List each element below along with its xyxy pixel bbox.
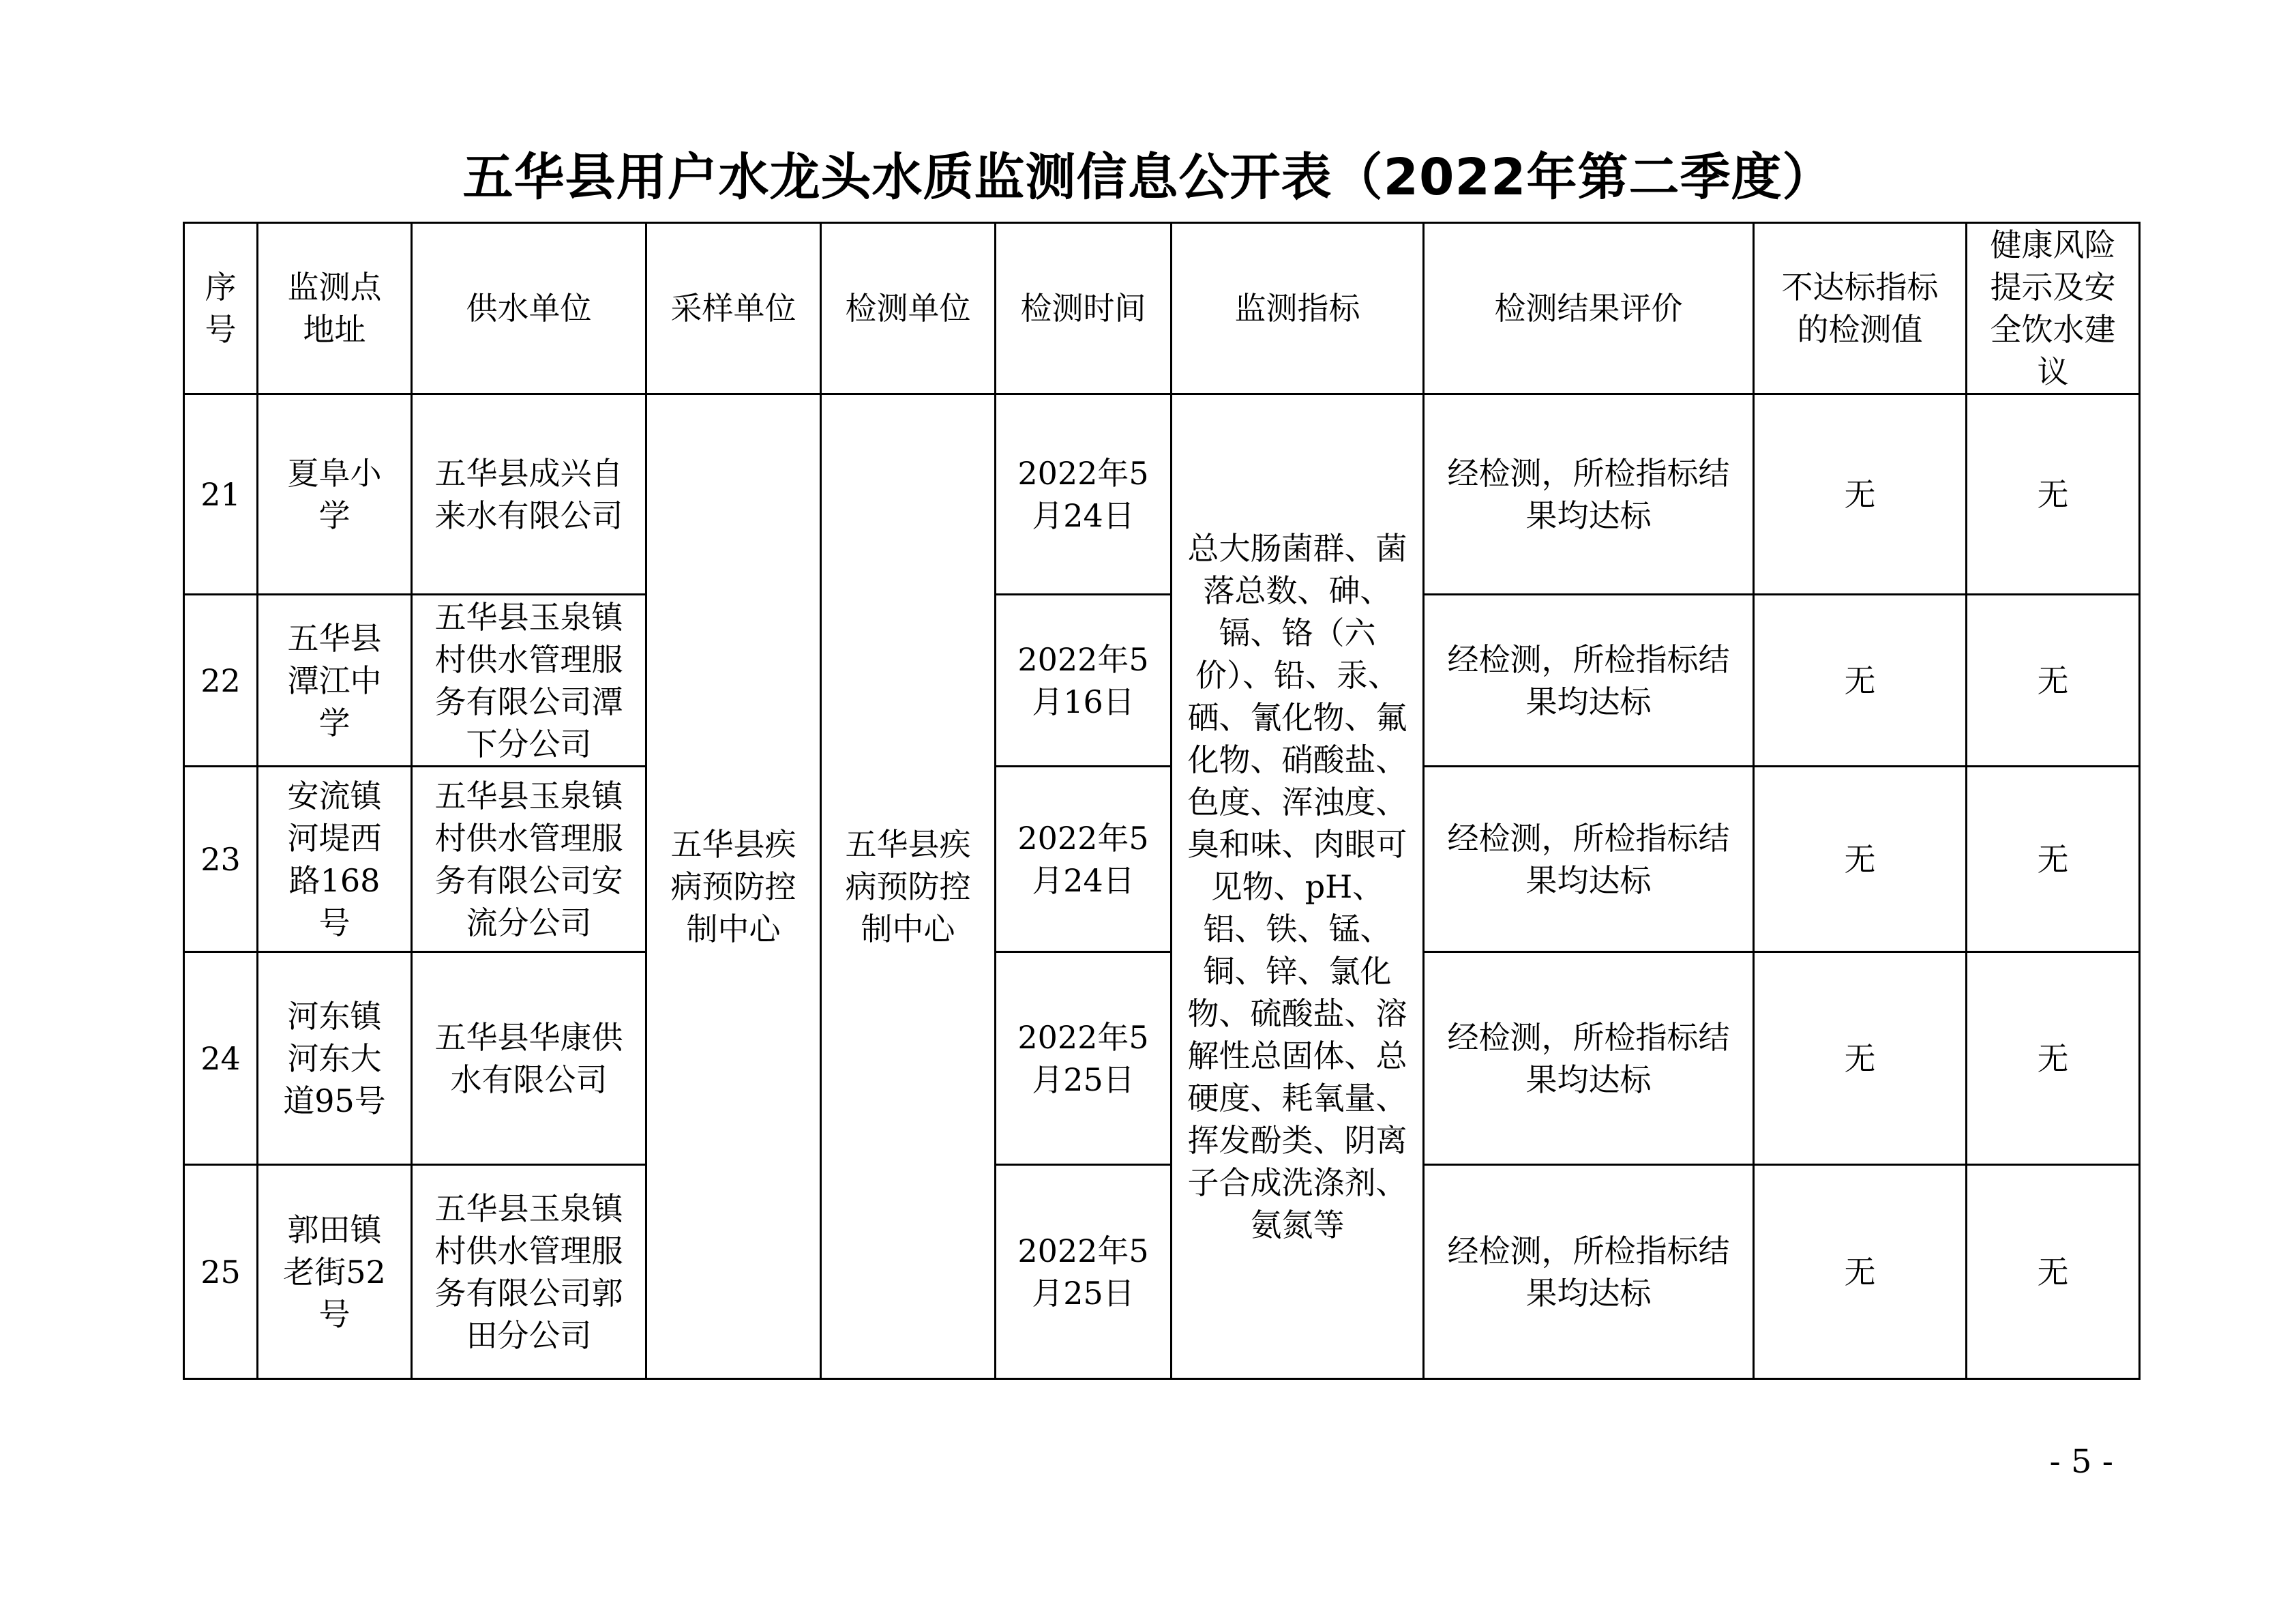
cell-address: 夏阜小学 [258,394,412,595]
cell-time: 2022年5月16日 [996,595,1172,767]
cell-supplier: 五华县玉泉镇村供水管理服务有限公司安流分公司 [412,767,646,952]
cell-supplier: 五华县玉泉镇村供水管理服务有限公司潭下分公司 [412,595,646,767]
cell-seq: 24 [184,952,258,1165]
cell-seq: 25 [184,1165,258,1379]
cell-evaluation: 经检测，所检指标结果均达标 [1424,952,1754,1165]
cell-address: 郭田镇老街52号 [258,1165,412,1379]
cell-supplier: 五华县玉泉镇村供水管理服务有限公司郭田分公司 [412,1165,646,1379]
header-row [184,223,2140,394]
cell-supplier: 五华县成兴自来水有限公司 [412,394,646,595]
cell-advice: 无 [1967,767,2140,952]
table-row [184,595,2140,767]
cell-seq: 22 [184,595,258,767]
cell-indicators: 总大肠菌群、菌落总数、砷、镉、铬（六价）、铅、汞、硒、氰化物、氟化物、硝酸盐、色度、浑浊度、臭和味、肉眼可见物、pH、铝、铁、锰、铜、锌、氯化物、硫酸盐、溶解性总固体、总硬度、耗氧量、挥发酚类、阴离子合成洗涤剂、氨氮等 [1172,394,1424,1379]
cell-seq: 23 [184,767,258,952]
table-row [184,394,2140,595]
cell-tester: 五华县疾病预防控制中心 [821,394,996,1379]
cell-failed-values: 无 [1754,767,1967,952]
header-seq: 序号 [184,223,258,394]
cell-supplier: 五华县华康供水有限公司 [412,952,646,1165]
cell-address: 安流镇河堤西路168号 [258,767,412,952]
cell-address: 河东镇河东大道95号 [258,952,412,1165]
cell-time: 2022年5月25日 [996,1165,1172,1379]
header-sampler: 采样单位 [646,223,821,394]
header-indicators: 监测指标 [1172,223,1424,394]
header-failed-values: 不达标指标的检测值 [1754,223,1967,394]
cell-time: 2022年5月25日 [996,952,1172,1165]
cell-advice: 无 [1967,952,2140,1165]
cell-evaluation: 经检测，所检指标结果均达标 [1424,767,1754,952]
document-title: 五华县用户水龙头水质监测信息公开表（2022年第二季度） [462,148,1834,207]
header-evaluation: 检测结果评价 [1424,223,1754,394]
water-quality-table [183,222,2141,1380]
header-advice: 健康风险提示及安全饮水建议 [1967,223,2140,394]
cell-advice: 无 [1967,595,2140,767]
header-tester: 检测单位 [821,223,996,394]
cell-evaluation: 经检测，所检指标结果均达标 [1424,394,1754,595]
table-row [184,952,2140,1165]
cell-failed-values: 无 [1754,394,1967,595]
cell-evaluation: 经检测，所检指标结果均达标 [1424,595,1754,767]
cell-failed-values: 无 [1754,1165,1967,1379]
cell-advice: 无 [1967,1165,2140,1379]
cell-failed-values: 无 [1754,952,1967,1165]
cell-evaluation: 经检测，所检指标结果均达标 [1424,1165,1754,1379]
header-address: 监测点地址 [258,223,412,394]
header-time: 检测时间 [996,223,1172,394]
cell-address: 五华县潭江中学 [258,595,412,767]
cell-sampler: 五华县疾病预防控制中心 [646,394,821,1379]
page-number: - 5 - [2049,1443,2113,1481]
cell-advice: 无 [1967,394,2140,595]
cell-failed-values: 无 [1754,595,1967,767]
table-row [184,1165,2140,1379]
cell-time: 2022年5月24日 [996,767,1172,952]
table-row [184,767,2140,952]
header-supplier: 供水单位 [412,223,646,394]
cell-time: 2022年5月24日 [996,394,1172,595]
cell-seq: 21 [184,394,258,595]
